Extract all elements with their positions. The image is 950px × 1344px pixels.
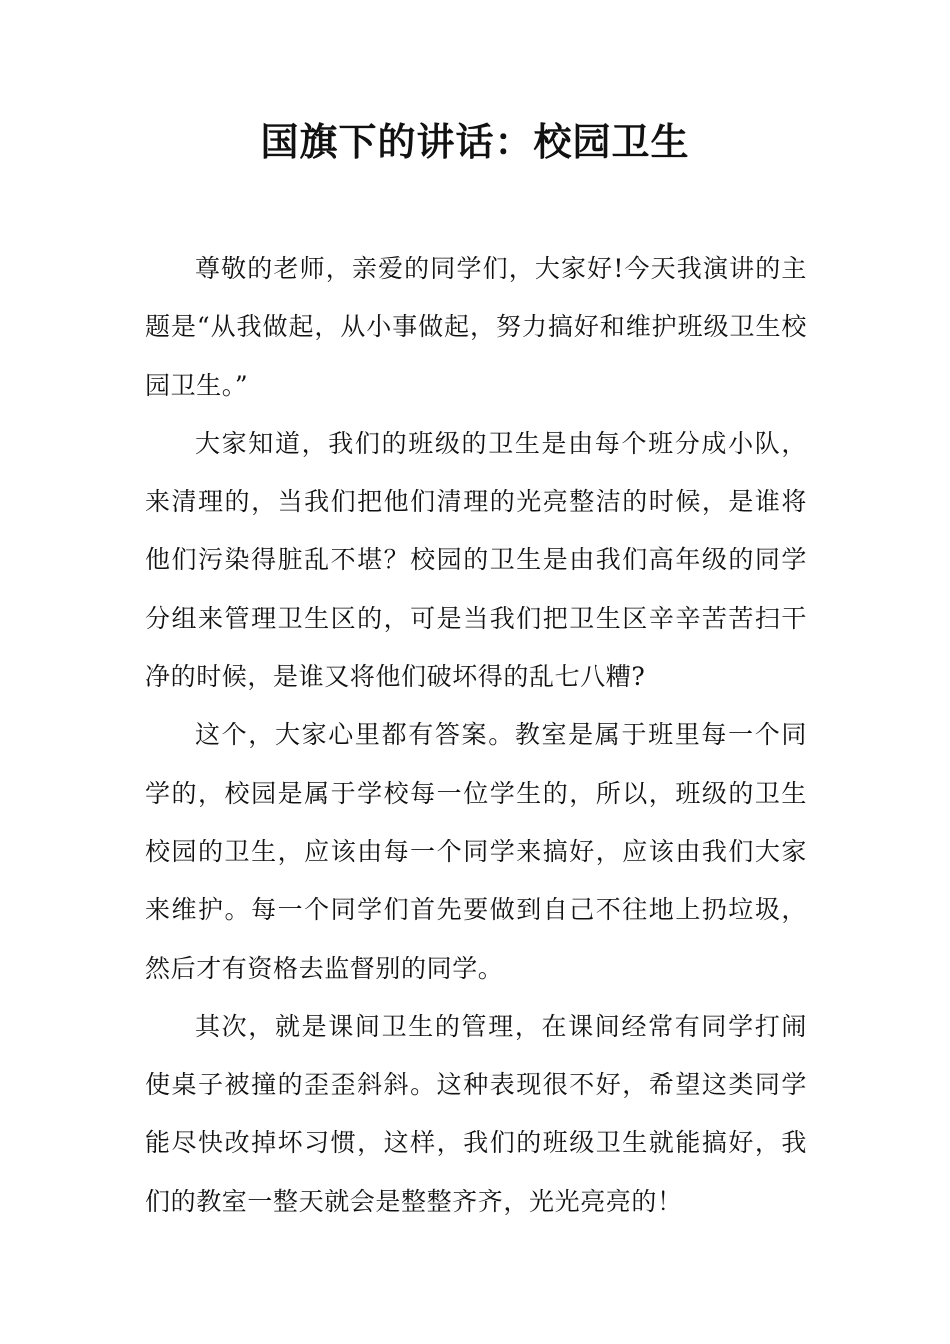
paragraph-2: 大家知道，我们的班级的卫生是由每个班分成小队，来清理的，当我们把他们清理的光亮整洁的时候，是谁将他们污染得脏乱不堪？校园的卫生是由我们高年级的同学分组来管理卫生区的，可是当我们把卫生区辛辛苦苦扫干净的时候，是谁又将他们破坏得的乱七八糟? [145,428,807,692]
paragraph-1: 尊敬的老师，亲爱的同学们，大家好!今天我演讲的主题是“从我做起，从小事做起，努力搞好和维护班级卫生校园卫生。” [145,254,807,400]
document-body [145,240,807,1231]
document-title: 国旗下的讲话：校园卫生 [260,119,690,164]
paragraph-3: 这个，大家心里都有答案。教室是属于班里每一个同学的，校园是属于学校每一位学生的，所以，班级的卫生校园的卫生，应该由每一个同学来搞好，应该由我们大家来维护。每一个同学们首先要做到自己不往地上扔垃圾，然后才有资格去监督别的同学。 [145,720,807,983]
paragraph-4: 其次，就是课间卫生的管理，在课间经常有同学打闹使桌子被撞的歪歪斜斜。这种表现很不好，希望这类同学能尽快改掉坏习惯，这样，我们的班级卫生就能搞好，我们的教室一整天就会是整整齐齐，光光亮亮的！ [145,1011,807,1216]
